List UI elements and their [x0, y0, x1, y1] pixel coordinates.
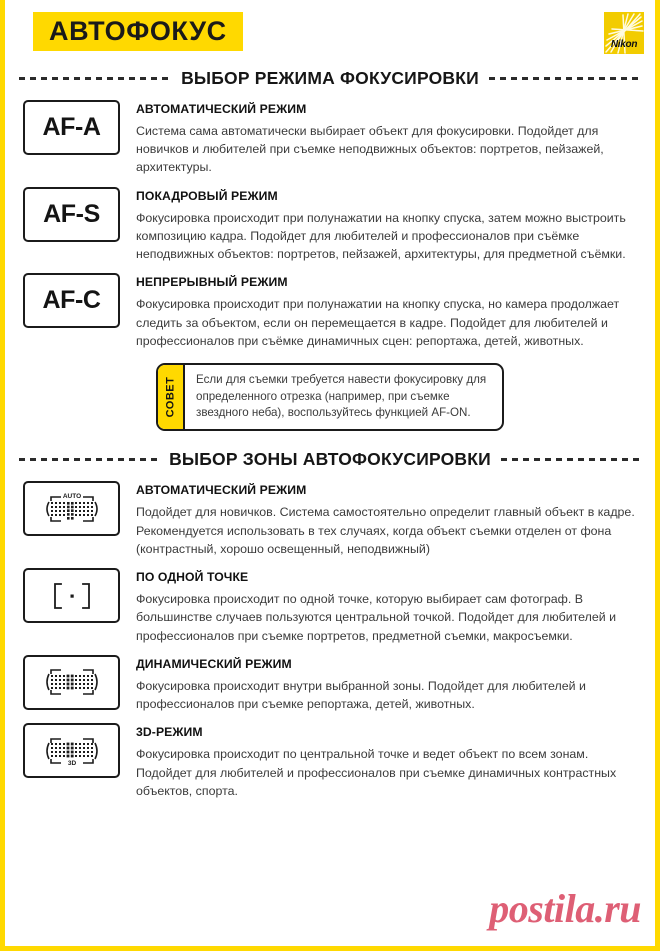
focus-mode-item-af-c — [5, 268, 655, 355]
section-title-af-area: ВЫБОР ЗОНЫ АВТОФОКУСИРОВКИ — [169, 449, 491, 470]
af-s-description: Фокусировка происходит при полунажатии на кнопку спуска, затем можно выстроить композицию кадра. Подойдет для любителей и профессионалов при съёмке неподвижных объектов: портретов, пейзажей, архитектуры, для предметной съёмки. — [136, 210, 626, 262]
af-area-auto-body — [136, 481, 637, 558]
af-zone-auto-box — [23, 481, 120, 536]
tip-tab-label: СОВЕТ — [164, 376, 177, 418]
af-c-description: Фокусировка происходит при полунажатии на кнопку спуска, но камера продолжает следить за объектом, если он перемещается в кадре. Подойдет для любителей и профессионалов при съёмке динамичных сцен: репортажа, детей, животных. — [136, 297, 620, 348]
section-title-focus-mode: ВЫБОР РЕЖИМА ФОКУСИРОВКИ — [181, 68, 479, 88]
section-header-af-area — [5, 443, 655, 476]
divider-dashes-right-2 — [501, 458, 641, 461]
tip-text: Если для съемки требуется навести фокусировку для определенного отрезка (например, при съемке звездного неба), воспользуйтесь функцией AF-ON. — [196, 373, 487, 420]
tip-tab — [158, 365, 185, 429]
af-area-dynamic-title: ДИНАМИЧЕСКИЙ РЕЖИМ — [136, 656, 292, 671]
af-zone-dynamic-icon — [35, 662, 109, 702]
af-zone-single-point-box — [23, 568, 120, 623]
tip-callout — [156, 363, 504, 431]
af-area-3d-description: Фокусировка происходит по центральной точке и ведет объект по всем зонам. Подойдет для любителей и профессионалов при съемке динамичных контрастных объектов, спорта. — [136, 747, 617, 798]
divider-dashes-left-2 — [19, 458, 159, 461]
watermark: postila.ru — [489, 886, 641, 931]
svg-text:3D: 3D — [67, 759, 76, 767]
af-c-title: НЕПРЕРЫВНЫЙ РЕЖИМ — [136, 275, 288, 290]
af-area-auto-title: АВТОМАТИЧЕСКИЙ РЕЖИМ — [136, 483, 307, 498]
af-zone-auto-icon — [35, 489, 109, 529]
af-a-body — [136, 100, 637, 177]
af-area-auto-description: Подойдет для новичков. Система самостоятельно определит главный объект в кадре. Рекомендуется использовать в тех случаях, когда объект съемки отделен от фона (контрастный, хорошо освещенный, неподвижный) — [136, 505, 635, 556]
nikon-logo — [604, 12, 644, 54]
af-area-3d-title: 3D-РЕЖИМ — [136, 725, 203, 740]
af-area-single-point-title: ПО ОДНОЙ ТОЧКЕ — [136, 570, 249, 585]
tip-callout-wrapper — [5, 355, 655, 443]
af-zone-dynamic-box — [23, 655, 120, 710]
af-area-item-dynamic — [5, 650, 655, 718]
af-a-badge — [23, 100, 120, 155]
af-area-item-auto — [5, 476, 655, 563]
af-area-single-point-description: Фокусировка происходит по одной точке, которую выбирает сам фотограф. В большинстве случаев пользуются центральной точкой. Подойдет для любителей и профессионалов при съемке портретов, предметной съемки, макросъемки. — [136, 592, 617, 643]
af-s-badge-label: AF-S — [43, 199, 100, 228]
af-s-body — [136, 187, 637, 264]
af-s-badge — [23, 187, 120, 242]
svg-text:AUTO: AUTO — [62, 492, 81, 500]
af-area-item-single-point — [5, 563, 655, 650]
af-area-item-3d — [5, 718, 655, 805]
af-zone-single-point-icon — [35, 576, 109, 616]
af-c-badge — [23, 273, 120, 328]
af-a-badge-label: AF-A — [42, 113, 101, 141]
divider-dashes-left — [19, 77, 171, 80]
af-area-dynamic-description: Фокусировка происходит внутри выбранной зоны. Подойдет для любителей и профессионалов при съемке репортажа, детей, животных. — [136, 678, 586, 712]
af-area-single-point-body — [136, 568, 637, 645]
af-c-body — [136, 273, 637, 350]
af-c-badge-label: AF-C — [42, 286, 101, 315]
af-area-3d-body — [136, 723, 637, 800]
af-zone-3d-icon — [35, 731, 109, 771]
divider-dashes-right — [489, 77, 641, 80]
page-header — [5, 0, 655, 62]
page-title: АВТОФОКУС — [33, 12, 243, 51]
af-s-title: ПОКАДРОВЫЙ РЕЖИМ — [136, 188, 278, 203]
focus-mode-item-af-a — [5, 95, 655, 182]
nikon-wordmark: Nikon — [610, 39, 638, 50]
af-a-title: АВТОМАТИЧЕСКИЙ РЕЖИМ — [136, 102, 307, 116]
af-a-description: Система сама автоматически выбирает объект для фокусировки. Подойдет для новичков и любителей при съемке неподвижных объектов: портретов, пейзажей, архитектуры. — [136, 124, 604, 175]
af-area-dynamic-body — [136, 655, 637, 713]
section-header-focus-mode — [5, 62, 655, 95]
af-zone-3d-box — [23, 723, 120, 778]
focus-mode-item-af-s — [5, 182, 655, 269]
